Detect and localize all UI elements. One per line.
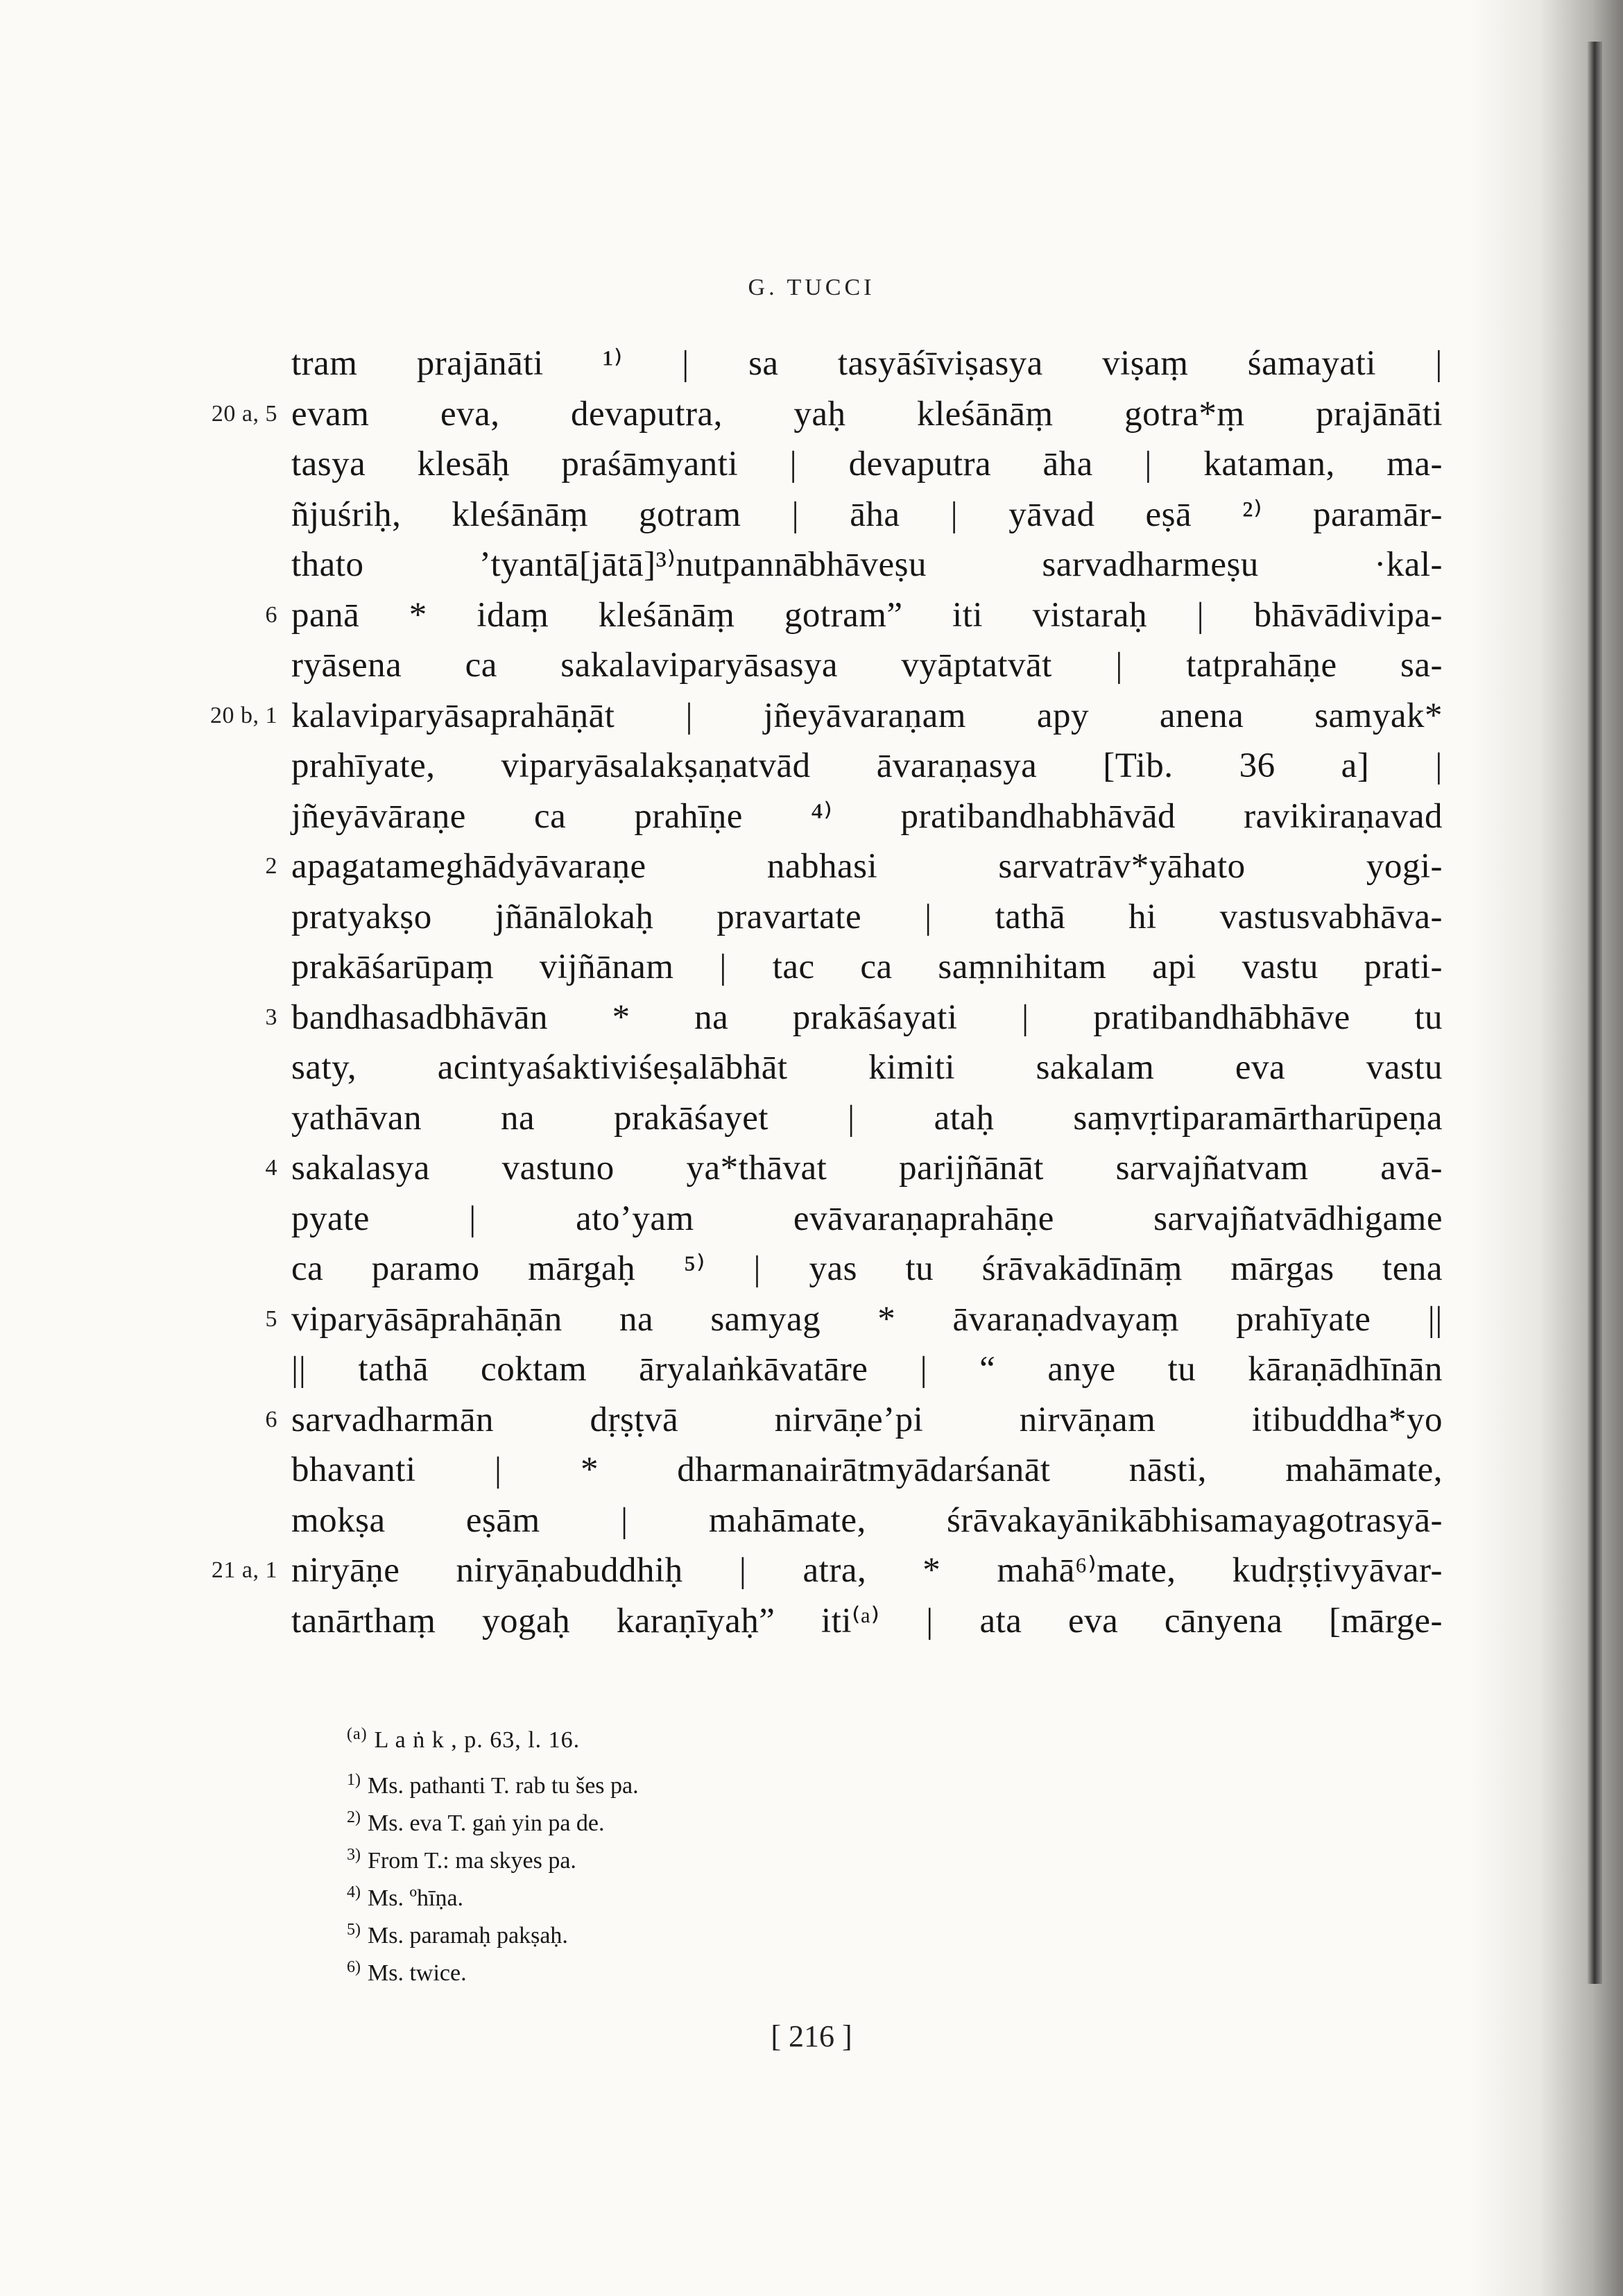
text-line-12 [291, 892, 1443, 943]
text-line-11 [265, 841, 1443, 892]
footnote-source [347, 1713, 1318, 1767]
text-line-19 [291, 1244, 1443, 1294]
line-text: tanārthaṃ yogaḥ karaṇīyaḥ” iti⁽ᵃ⁾ | ata eva cānyena [mārge- [291, 1601, 1443, 1640]
footnote-mark: 6) [347, 1957, 361, 1976]
text-line-7 [291, 640, 1443, 691]
line-text: tasya klesāḥ praśāmyanti | devaputra āha | kataman, ma- [291, 445, 1443, 483]
footnote-text: Ms. ºhīṇa. [368, 1885, 464, 1911]
line-text: tram prajānāti ¹⁾ | sa tasyāśīviṣasya viṣaṃ śamayati | [291, 344, 1443, 383]
margin-ref: 4 [265, 1155, 277, 1181]
line-text: ca paramo mārgaḥ ⁵⁾ | yas tu śrāvakādīnāṃ mārgas tena [291, 1249, 1443, 1288]
line-text: bandhasadbhāvān * na prakāśayati | pratibandhābhāve tu [291, 997, 1443, 1037]
line-text: || tathā coktam āryalaṅkāvatāre | “ anye tu kāraṇādhīnān [291, 1350, 1443, 1389]
text-line-1 [291, 339, 1443, 389]
text-line-20 [265, 1294, 1443, 1345]
footnote-3 [347, 1842, 1318, 1880]
footnote-6 [347, 1955, 1318, 1992]
text-line-2 [211, 389, 1443, 440]
footnote-text: From T.: ma skyes pa. [368, 1848, 576, 1874]
margin-ref: 20 b, 1 [210, 702, 277, 728]
footnote-mark: (a) [347, 1724, 368, 1743]
margin-ref: 6 [265, 601, 277, 628]
line-text: yathāvan na prakāśayet | ataḥ saṃvṛtiparamārtharūpeṇa [291, 1098, 1443, 1138]
footnote-text: L a ṅ k , p. 63, l. 16. [374, 1727, 581, 1753]
line-text: kalaviparyāsaprahāṇāt | jñeyāvaraṇam apy anena samyak* [291, 696, 1443, 735]
margin-ref: 6 [265, 1406, 277, 1432]
text-line-10 [291, 791, 1443, 842]
footnote-text: Ms. paramaḥ pakṣaḥ. [368, 1923, 568, 1948]
line-text: ñjuśriḥ, kleśānāṃ gotram | āha | yāvad eṣā ²⁾ paramār- [291, 495, 1443, 534]
footnote-mark: 1) [347, 1770, 361, 1789]
footnote-1 [347, 1767, 1318, 1805]
line-text: prahīyate, viparyāsalakṣaṇatvād āvaraṇasya [Tib. 36 a] | [291, 746, 1443, 785]
footnote-2 [347, 1805, 1318, 1842]
text-line-16 [291, 1093, 1443, 1144]
footnote-text: Ms. eva T. gaṅ yin pa de. [368, 1810, 605, 1836]
line-text: niryāṇe niryāṇabuddhiḥ | atra, * mahā⁶⁾mate, kudṛṣṭivyāvar- [291, 1551, 1443, 1590]
text-line-3 [291, 439, 1443, 490]
text-line-14 [265, 993, 1443, 1043]
footnote-mark: 3) [347, 1845, 361, 1864]
text-line-26 [291, 1596, 1443, 1647]
running-head: G. TUCCI [748, 275, 875, 300]
footnotes [347, 1713, 1318, 1992]
footnote-5 [347, 1917, 1318, 1955]
text-line-18 [291, 1194, 1443, 1244]
line-text: mokṣa eṣām | mahāmate, śrāvakayānikābhisamayagotrasyā- [291, 1500, 1443, 1540]
text-line-9 [291, 741, 1443, 791]
text-line-6 [265, 590, 1443, 641]
binding-edge [1587, 42, 1602, 1984]
footnote-mark: 5) [347, 1920, 361, 1939]
line-text: viparyāsāprahāṇān na samyag * āvaraṇadvayaṃ prahīyate || [291, 1299, 1443, 1339]
line-text: pratyakṣo jñānālokaḥ pravartate | tathā hi vastusvabhāva- [291, 897, 1443, 936]
margin-ref: 5 [265, 1305, 277, 1332]
text-line-8 [210, 691, 1443, 742]
page-number: [ 216 ] [771, 2019, 852, 2053]
line-text: prakāśarūpaṃ vijñānam | tac ca saṃnihitam api vastu prati- [291, 948, 1443, 986]
footnote-text: Ms. twice. [368, 1960, 467, 1986]
line-text: saty, acintyaśaktiviśeṣalābhāt kimiti sakalam eva vastu [291, 1048, 1443, 1087]
line-text: panā * idaṃ kleśānāṃ gotram” iti vistaraḥ | bhāvādivipa- [291, 595, 1443, 635]
line-text: pyate | ato’yam evāvaraṇaprahāṇe sarvajñatvādhigame [291, 1199, 1443, 1238]
body-text [210, 339, 1443, 1646]
text-line-25 [211, 1545, 1443, 1596]
text-line-15 [291, 1043, 1443, 1093]
footnote-4 [347, 1880, 1318, 1917]
text-line-4 [291, 490, 1443, 540]
text-line-24 [291, 1496, 1443, 1546]
text-line-22 [265, 1395, 1443, 1446]
line-text: sakalasya vastuno ya*thāvat parijñānāt sarvajñatvam avā- [291, 1149, 1443, 1188]
line-text: apagatameghādyāvaraṇe nabhasi sarvatrāv*yāhato yogi- [291, 847, 1443, 886]
footnote-mark: 4) [347, 1883, 361, 1901]
text-line-21 [291, 1344, 1443, 1395]
margin-ref: 20 a, 5 [211, 400, 277, 427]
line-text: bhavanti | * dharmanairātmyādarśanāt nāsti, mahāmate, [291, 1450, 1443, 1489]
footnote-text: Ms. pathanti T. rab tu šes pa. [368, 1773, 639, 1799]
text-line-13 [291, 942, 1443, 993]
text-line-5 [291, 540, 1443, 590]
footnote-mark: 2) [347, 1808, 361, 1826]
margin-ref: 3 [265, 1004, 277, 1030]
text-line-17 [265, 1143, 1443, 1194]
line-text: sarvadharmān dṛṣṭvā nirvāṇe’pi nirvāṇam itibuddha*yo [291, 1400, 1443, 1439]
margin-ref: 21 a, 1 [211, 1557, 277, 1583]
text-line-23 [291, 1445, 1443, 1496]
line-text: jñeyāvāraṇe ca prahīṇe ⁴⁾ pratibandhabhāvād ravikiraṇavad [291, 796, 1443, 836]
margin-ref: 2 [265, 853, 277, 879]
line-text: thato ’tyantā[jātā]³⁾nutpannābhāveṣu sarvadharmeṣu ·kal- [291, 545, 1443, 584]
line-text: ryāsena ca sakalaviparyāsasya vyāptatvāt | tatprahāṇe sa- [291, 646, 1443, 685]
line-text: evam eva, devaputra, yaḥ kleśānāṃ gotra*ṃ prajānāti [291, 394, 1443, 434]
